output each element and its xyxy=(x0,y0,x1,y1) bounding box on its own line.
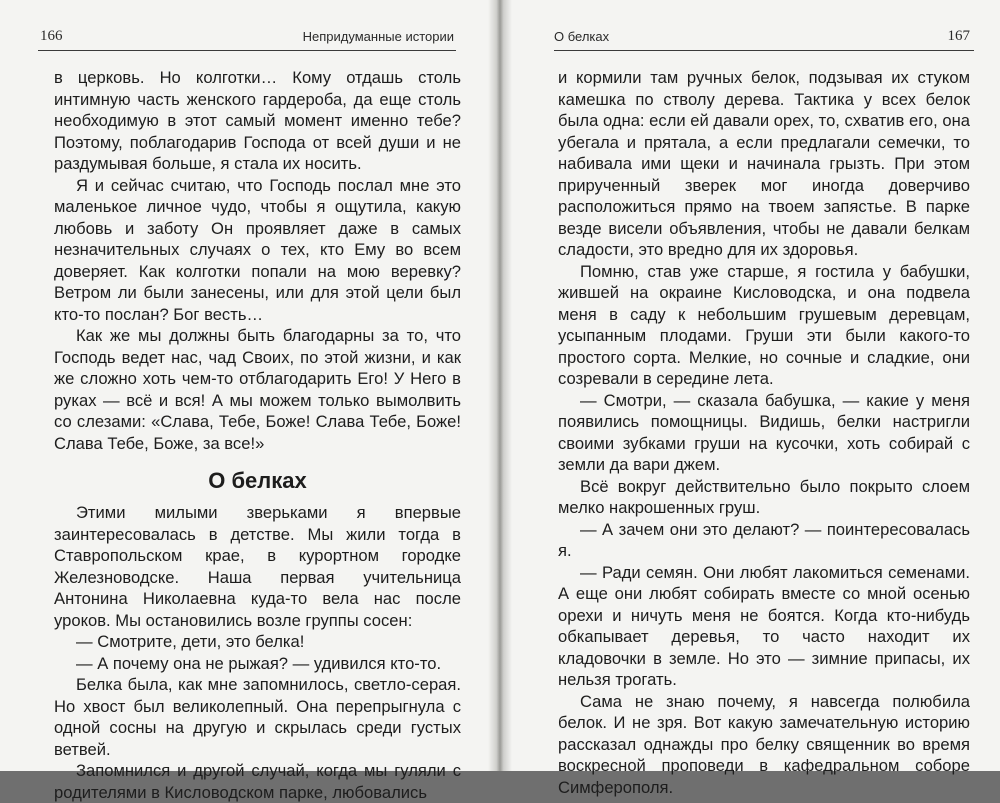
paragraph: — А почему она не рыжая? — удивился кто-то. xyxy=(76,653,442,673)
section-heading: О белках xyxy=(208,468,307,493)
right-running-head xyxy=(554,24,974,51)
left-page-text xyxy=(54,67,461,803)
right-page-number: 167 xyxy=(947,28,970,44)
right-running-title: О белках xyxy=(554,29,610,44)
left-page-number: 166 xyxy=(40,28,63,44)
right-page xyxy=(504,0,1000,797)
paragraph: — Смотри, — сказала бабушка, — какие у меня появились помощницы. Видишь, белки настригли своими зубками груши на кусочки, хоть собирай с земли да вари джем. xyxy=(558,390,970,474)
paragraph: Я и сейчас считаю, что Господь послал мне это маленькое личное чудо, чтобы я ощутила, какую любовь и заботу Он проявляет даже в самых незначительных случаях о тех, кто Ему во всем доверяет. Как колготки попали на мою веревку? Ветром ли были занесены, или для этой цели был кто-то послан? Бог весть… xyxy=(54,175,461,324)
paragraph: Запомнился и другой случай, когда мы гуляли с родителями в Кисловодском парке, любовались xyxy=(54,761,461,802)
paragraph: Белка была, как мне запомнилось, светло-серая. Но хвост был великолепный. Она перепрыгнула с одной сосны на другую и скрылась среди густых ветвей. xyxy=(54,675,461,759)
paragraph: — А зачем они это делают? — поинтересовалась я. xyxy=(558,519,970,560)
paragraph: Всё вокруг действительно было покрыто слоем мелко накрошенных груш. xyxy=(558,476,970,517)
paragraph: Помню, став уже старше, я гостила у бабушки, жившей на окраине Кисловодска, и она подвела меня в саду к небольшим грушевым деревцам, усыпанным плодами. Груши эти были какого-то простого сорта. Мелкие, но сочные и сладкие, они созревали в середине лета. xyxy=(558,261,970,388)
book-gutter xyxy=(488,0,512,771)
paragraph: — Ради семян. Они любят лакомиться семенами. А еще они любят собирать вместе со мной осенью орехи и ничуть меня не боятся. Когда кто-нибудь обкапывает деревья, то часто находит их кладовочки в земле. Но это — зимние припасы, их нельзя трогать. xyxy=(558,562,970,689)
paragraph: Сама не знаю почему, я навсегда полюбила белок. И не зря. Вот какую замечательную историю рассказал однажды про белку священник во время воскресной проповеди в кафедральном соборе Симферополя. xyxy=(558,691,970,797)
paragraph: Как же мы должны быть благодарны за то, что Господь ведет нас, чад Своих, по этой жизни, и как же сложно хоть чем-то отблагодарить Его! У Него в руках — всё и вся! А мы можем только вымолвить со слезами: «Слава, Тебе, Боже! Слава Тебе, Боже! Слава Тебе, Боже, за все!» xyxy=(54,326,461,453)
right-page-text xyxy=(558,67,970,798)
left-page xyxy=(0,0,496,802)
paragraph: и кормили там ручных белок, подзывая их стуком камешка по стволу дерева. Тактика у всех белок была одна: если ей давали орех, то, схватив его, она убегала и прятала, а если предлагали семечки, то набивала ими щеки и начинала грызть. При этом прирученный зверек мог иногда доверчиво расположиться прямо на твоем запястье. В парке везде висели объявления, чтобы не давали белкам сладости, это вредно для их здоровья. xyxy=(558,68,970,259)
paragraph: Этими милыми зверьками я впервые заинтересовалась в детстве. Мы жили тогда в Ставропольском крае, в курортном городке Железноводске. Наша первая учительница Антонина Николаевна куда-то вела нас после уроков. Мы остановились возле группы сосен: xyxy=(54,503,461,630)
left-running-title: Непридуманные истории xyxy=(302,29,454,44)
paragraph: в церковь. Но колготки… Кому отдашь столь интимную часть женского гардероба, да еще столь необходимую в этот самый момент именно тебе? Поэтому, поблагодарив Господа от всей души и не раздумывая больше, я стала их носить. xyxy=(54,68,461,173)
left-running-head xyxy=(38,24,456,51)
paragraph: — Смотрите, дети, это белка! xyxy=(76,632,305,651)
